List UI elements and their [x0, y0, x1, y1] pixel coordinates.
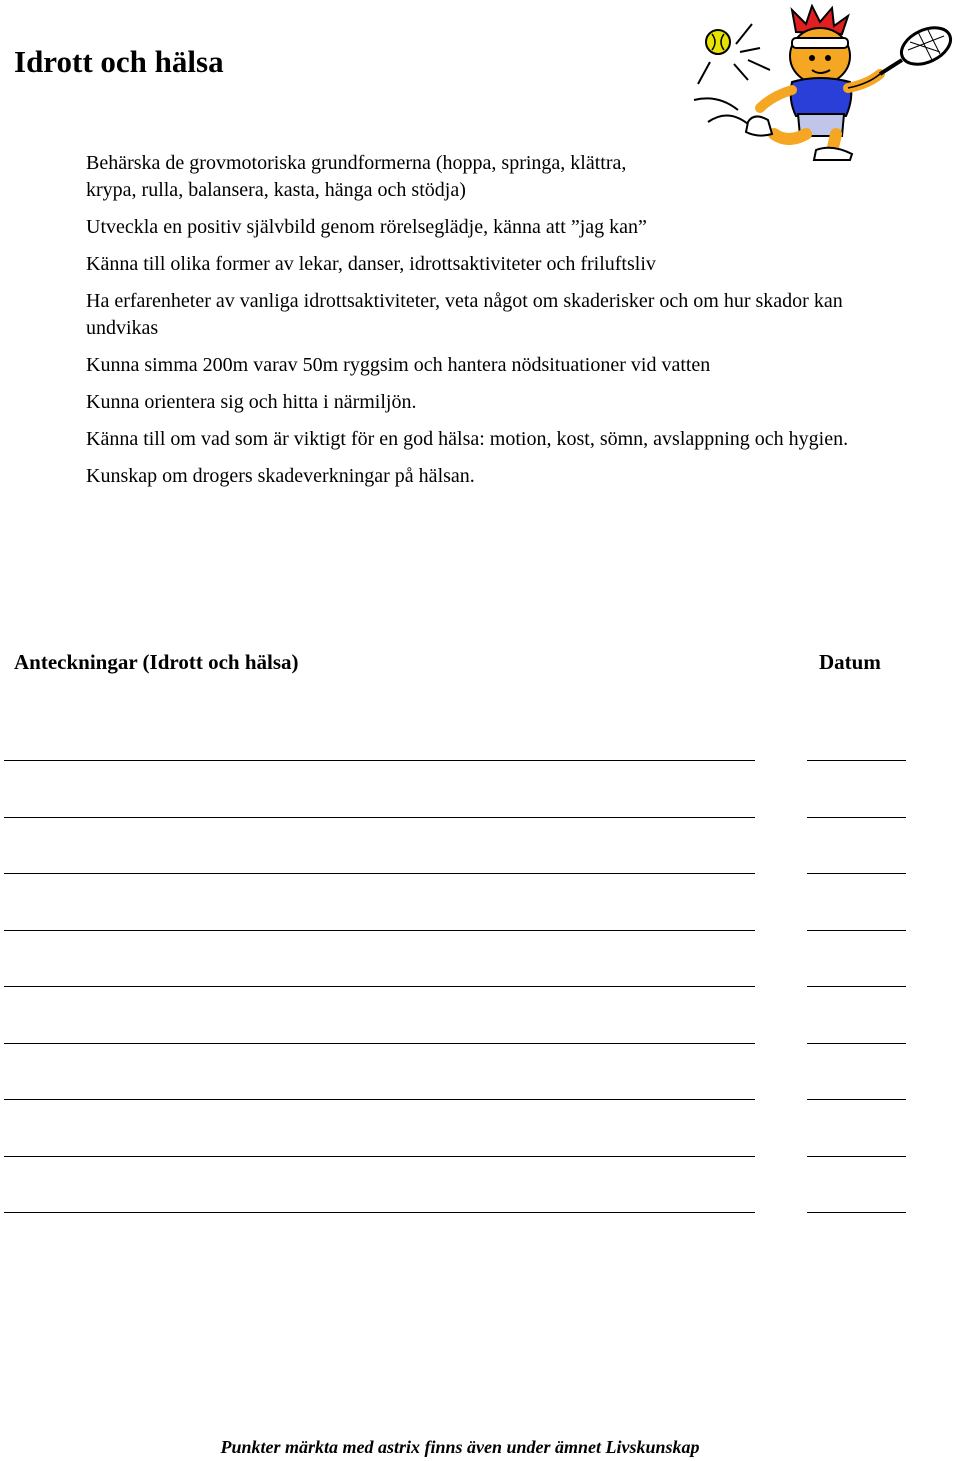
goal-item: Kunskap om drogers skadeverkningar på hälsan. [86, 465, 475, 487]
note-line [4, 817, 755, 818]
notes-heading: Anteckningar (Idrott och hälsa) [14, 650, 299, 674]
date-line [807, 1043, 906, 1044]
goal-item: Kunna simma 200m varav 50m ryggsim och hantera nödsituationer vid vatten [86, 354, 711, 376]
note-line [4, 1043, 755, 1044]
footer-note: Punkter märkta med astrix finns även under ämnet Livskunskap [220, 1437, 700, 1457]
goal-item: Känna till olika former av lekar, danser, idrottsaktiviteter och friluftsliv [86, 253, 656, 275]
note-line [4, 760, 755, 761]
page-title: Idrott och hälsa [14, 44, 224, 79]
date-line [807, 873, 906, 874]
date-line [807, 1156, 906, 1157]
date-line [807, 760, 906, 761]
goal-item: Känna till om vad som är viktigt för en god hälsa: motion, kost, sömn, avslappning och hygien. [86, 428, 849, 450]
date-line [807, 930, 906, 931]
note-line [4, 1212, 755, 1213]
note-line [4, 930, 755, 931]
date-line [807, 986, 906, 987]
goal-item: Behärska de grovmotoriska grundformerna (hoppa, springa, klättra, krypa, rulla, balansera, kasta, hänga och stödja) [86, 152, 627, 201]
date-line [807, 1212, 906, 1213]
note-line [4, 1099, 755, 1100]
note-line [4, 873, 755, 874]
date-heading: Datum [819, 650, 881, 674]
goal-item: Utveckla en positiv självbild genom rörelseglädje, känna att ”jag kan” [86, 216, 647, 238]
date-line [807, 817, 906, 818]
goals-list [86, 150, 886, 500]
goal-item: Kunna orientera sig och hitta i närmiljön. [86, 391, 417, 413]
goal-item: Ha erfarenheter av vanliga idrottsaktiviteter, veta något om skaderisker och om hur skador kan undvikas [86, 290, 843, 339]
note-line [4, 986, 755, 987]
note-line [4, 1156, 755, 1157]
tennis-player-icon [688, 4, 956, 164]
date-line [807, 1099, 906, 1100]
